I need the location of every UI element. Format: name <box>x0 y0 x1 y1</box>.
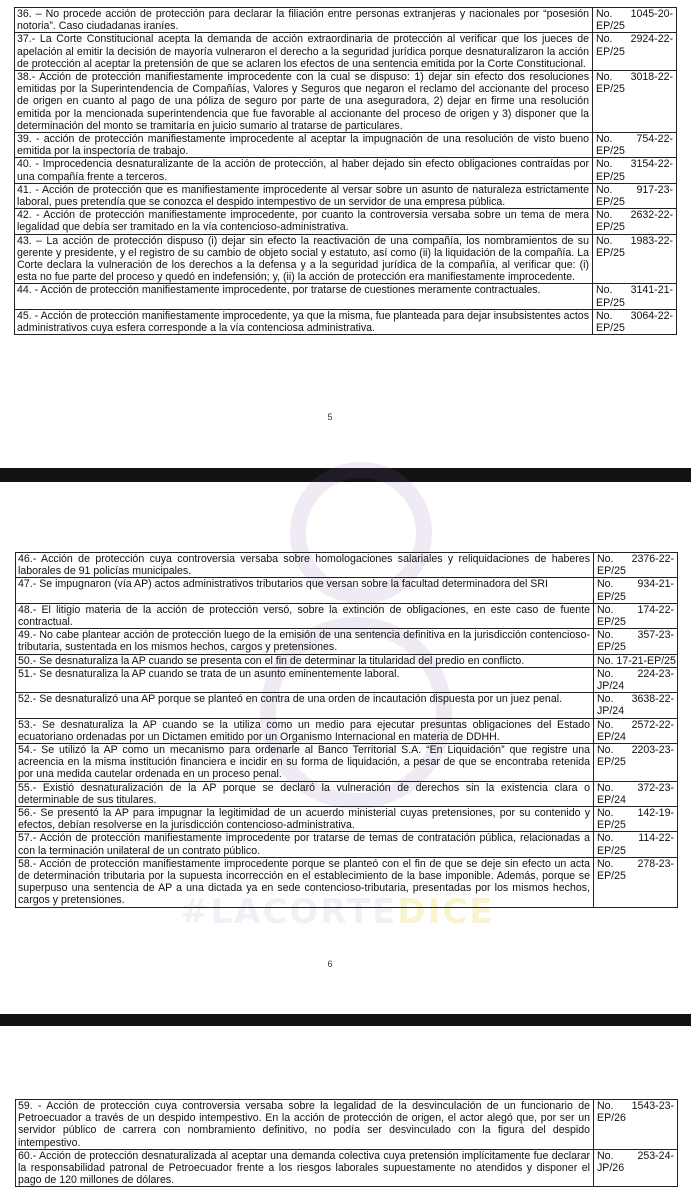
ruling-summary: 45. - Acción de protección manifiestamente improcedente, ya que la misma, fue planteada para dejar insubsistentes actos administrativos cuya esfera corresponde a la vía contenciosa administrativa. <box>15 309 593 334</box>
case-reference-prefix: No. <box>597 781 614 794</box>
case-reference-suffix: EP/25 <box>596 196 625 209</box>
page-separator <box>0 468 691 482</box>
ruling-row <box>15 33 677 71</box>
ruling-row <box>15 209 677 234</box>
case-reference-suffix: JP/24 <box>597 680 625 693</box>
case-reference <box>594 603 678 628</box>
case-reference-prefix: No. <box>597 629 614 642</box>
ruling-summary: 42. - Acción de protección manifiestamente improcedente, por cuanto la controversia versaba sobre un tema de mera legalidad que debía ser tramitado en la vía contencioso-administrativa. <box>15 209 593 234</box>
case-reference-prefix: No. <box>596 133 613 146</box>
case-reference <box>594 578 678 603</box>
ruling-row <box>16 667 678 692</box>
case-reference-prefix: No. <box>596 33 613 46</box>
ruling-row <box>16 807 678 832</box>
case-reference-prefix: No. <box>597 603 614 616</box>
case-reference <box>594 1100 678 1150</box>
ruling-row <box>16 781 678 806</box>
ruling-row <box>16 693 678 718</box>
case-reference-number: 174-22- <box>637 603 674 616</box>
case-reference-number: 3638-22- <box>631 693 674 706</box>
case-reference-prefix: No. <box>596 209 613 222</box>
ruling-row <box>16 744 678 782</box>
case-reference-number: 3141-21- <box>630 284 673 297</box>
case-reference <box>593 71 677 133</box>
case-reference-suffix: EP/25 <box>596 296 625 309</box>
case-reference <box>594 1149 678 1187</box>
case-reference-suffix: EP/25 <box>596 221 625 234</box>
case-reference-prefix: No. <box>597 1149 614 1162</box>
case-reference-suffix: EP/24 <box>597 793 626 806</box>
ruling-row <box>15 234 677 284</box>
case-reference-number: 2572-22- <box>631 718 674 731</box>
watermark-text: #LACORTEDICE <box>180 892 495 932</box>
case-reference <box>594 654 678 667</box>
ruling-summary: 54.- Se utilizó la AP como un mecanismo para ordenarle al Banco Territorial S.A. “En Liquidación” que registre una acreencia en la misma institución financiera e incidir en su forma de liquidación, a pesar de que se encontraba retenida por una medida cautelar ordenada en un proceso penal. <box>16 744 594 782</box>
ruling-row <box>16 553 678 578</box>
ruling-summary: 41. - Acción de protección que es manifiestamente improcedente al versar sobre un asunto de naturaleza estrictamente laboral, pues pretendía que se conozca el despido intempestivo de un servidor de una empresa pública. <box>15 183 593 208</box>
case-reference-suffix: EP/25 <box>597 870 626 883</box>
ruling-summary: 37.- La Corte Constitucional acepta la demanda de acción extraordinaria de protección al verificar que los jueces de apelación al emitir la decisión de mayoría vulneraron el derecho a la seguridad jurídica porque desnaturalizaron la acción de protección al aceptar la pretensión de que se aclaren los efectos de una sentencia emitida por la Corte Constitucional. <box>15 33 593 71</box>
ruling-summary: 39. - acción de protección manifiestamente improcedente al aceptar la impugnación de una resolución de visto bueno emitida por la inspectoría de trabajo. <box>15 133 593 158</box>
ruling-row <box>16 1100 678 1150</box>
case-reference-number: 1045-20- <box>630 8 673 20</box>
case-reference-prefix: No. <box>597 744 614 757</box>
case-reference-prefix: No. <box>597 718 614 731</box>
case-reference <box>594 744 678 782</box>
case-reference-suffix: JP/24 <box>597 705 625 718</box>
case-reference-prefix: No. <box>596 309 613 322</box>
case-reference <box>594 693 678 718</box>
ruling-summary: 52.- Se desnaturalizó una AP porque se planteó en contra de una orden de incautación dispuesta por un juez penal. <box>16 693 594 718</box>
ruling-summary: 55.- Existió desnaturalización de la AP porque se declaró la vulneración de derechos sin la existencia clara o determinable de sus titulares. <box>16 781 594 806</box>
case-reference-prefix: No. <box>597 807 614 820</box>
case-reference-suffix: EP/25 <box>597 616 626 629</box>
case-reference-suffix: EP/25 <box>596 145 625 158</box>
document-page-7 <box>0 1026 691 1200</box>
case-reference-number: 2924-22- <box>630 33 673 46</box>
case-reference-number: 372-23- <box>637 781 674 794</box>
page-number: 6 <box>327 959 333 969</box>
case-reference-prefix: No. <box>597 1100 614 1112</box>
case-reference-suffix: EP/25 <box>596 20 625 33</box>
ruling-summary: 60.- Acción de protección desnaturalizada al aceptar una demanda colectiva cuya pretensión implícitamente fue declarar la responsabilidad patronal de Petroecuador frente a los riesgos laborales supuestamente no atendidos y disponer el pago de 120 millones de dólares. <box>16 1149 594 1187</box>
rulings-table-page-5 <box>14 7 677 335</box>
case-reference-number: 357-23- <box>637 629 674 642</box>
ruling-row <box>16 629 678 654</box>
document-page-5 <box>0 0 691 468</box>
case-reference <box>594 857 678 907</box>
ruling-summary: 47.- Se impugnaron (vía AP) actos administrativos tributarios que versan sobre la facultad determinadora del SRI <box>16 578 594 603</box>
case-reference-number: 114-22- <box>638 832 674 845</box>
rulings-table-page-7 <box>15 1099 678 1187</box>
case-reference <box>593 284 677 309</box>
case-reference-prefix: No. <box>597 667 614 680</box>
case-reference-prefix: No. <box>596 183 613 196</box>
ruling-row <box>15 8 677 33</box>
case-reference <box>594 667 678 692</box>
case-reference-number: 1543-23- <box>631 1100 674 1112</box>
ruling-summary: 49.- No cabe plantear acción de protección luego de la emisión de una sentencia definitiva en la jurisdicción contencioso-tributaria, sustentada en los mismos hechos, cargos y pretensiones. <box>16 629 594 654</box>
ruling-summary: 58.- Acción de protección manifiestamente improcedente porque se planteó con el fin de que se deje sin efecto un acta de determinación tributaria por la supuesta incorrección en el establecimiento de la base imponible. Además, porque se superpuso una sentencia de AP a una dictada ya en sede contencioso-tributaria, presentadas por los mismos hechos, cargos y pretensiones. <box>16 857 594 907</box>
ruling-row <box>16 857 678 907</box>
ruling-summary: 36. – No procede acción de protección para declarar la filiación entre personas extranjeras y nacionales por “posesión notoria”. Caso ciudadanas iraníes. <box>15 8 593 33</box>
case-reference-suffix: EP/25 <box>597 844 626 857</box>
ruling-summary: 38.- Acción de protección manifiestamente improcedente con la cual se dispuso: 1) dejar sin efecto dos resoluciones emitidas por la Superintendencia de Compañías, Valores y Seguros que negaron el reclamo del accionante del proceso de origen en cuanto al pago de una póliza de seguro por parte de una aseguradora, 2) dejar en firme una resolución emitida por la mencionada superintendencia que fue favorable al accionante del proceso de origen y 3) disponer que la determinación del monto se tramitaría en juicio sumario al tratarse de particulares. <box>15 71 593 133</box>
case-reference-suffix: EP/25 <box>596 246 625 259</box>
case-reference <box>594 807 678 832</box>
case-reference-number: 754-22- <box>636 133 673 146</box>
case-reference-number: 2376-22- <box>631 553 674 565</box>
ruling-row <box>16 603 678 628</box>
case-reference <box>594 553 678 578</box>
ruling-row <box>15 71 677 133</box>
case-reference-suffix: EP/25 <box>597 641 626 654</box>
case-reference <box>594 629 678 654</box>
ruling-row <box>16 578 678 603</box>
case-reference-number: 142-19- <box>637 807 674 820</box>
case-reference-prefix: No. <box>597 693 614 706</box>
case-reference-suffix: EP/26 <box>597 1112 626 1125</box>
ruling-summary: 50.- Se desnaturaliza la AP cuando se presenta con el fin de determinar la titularidad del predio en conflicto. <box>16 654 594 667</box>
case-reference-suffix: EP/25 <box>597 565 626 578</box>
case-reference <box>593 8 677 33</box>
ruling-summary: 43. – La acción de protección dispuso (i) dejar sin efecto la reactivación de una compañía, los nombramientos de su gerente y presidente, y el registro de su cambio de objeto social y estatuto, así como (ii) la liquidación de la compañía. La Corte declara la vulneración de los derechos a la defensa y a la seguridad jurídica de la compañía, al verificar que: (i) esta no fue parte del proceso y quedó en indefensión; y, (ii) la acción de protección era manifiestamente improcedente. <box>15 234 593 284</box>
ruling-summary: 53.- Se desnaturaliza la AP cuando se la utiliza como un medio para ejecutar presuntas obligaciones del Estado ecuatoriano ordenadas por un Dictamen emitido por un Organismo Internacional en materia de DDHH. <box>16 718 594 743</box>
case-reference-number: 2203-23- <box>631 744 674 757</box>
case-reference-number: 253-24- <box>637 1149 674 1162</box>
case-reference-number: 2632-22- <box>630 209 673 222</box>
case-reference <box>593 234 677 284</box>
ruling-summary: 51.- Se desnaturaliza la AP cuando se trata de un asunto eminentemente laboral. <box>16 667 594 692</box>
case-reference-suffix: EP/25 <box>597 756 626 769</box>
ruling-row <box>16 1149 678 1187</box>
case-reference-prefix: No. <box>597 578 614 591</box>
ruling-row <box>16 718 678 743</box>
ruling-row <box>15 284 677 309</box>
ruling-summary: 48.- El litigio materia de la acción de protección versó, sobre la extinción de obligaciones, en este caso de fuente contractual. <box>16 603 594 628</box>
case-reference-number: 934-21- <box>637 578 674 591</box>
case-reference-prefix: No. <box>596 71 613 84</box>
case-reference-suffix: EP/25 <box>596 83 625 96</box>
case-reference-prefix: No. <box>596 158 613 171</box>
ruling-summary: 44. - Acción de protección manifiestamente improcedente, por tratarse de cuestiones meramente contractuales. <box>15 284 593 309</box>
case-reference-number: 224-23- <box>637 667 674 680</box>
ruling-row <box>16 654 678 667</box>
ruling-row <box>16 832 678 857</box>
case-reference-suffix: JP/26 <box>597 1162 625 1175</box>
case-reference <box>593 33 677 71</box>
ruling-summary: 56.- Se presentó la AP para impugnar la legitimidad de un acuerdo ministerial cuyas pretensiones, por su contenido y efectos, debían resolverse en la jurisdicción contencioso-administrativa. <box>16 807 594 832</box>
case-reference <box>594 832 678 857</box>
case-reference-number: 3018-22- <box>630 71 673 84</box>
ruling-summary: 46.- Acción de protección cuya controversia versaba sobre homologaciones salariales y reliquidaciones de haberes laborales de 91 policías municipales. <box>16 553 594 578</box>
ruling-row <box>15 309 677 334</box>
case-reference-suffix: EP/25 <box>597 590 626 603</box>
case-reference-prefix: No. <box>596 8 613 20</box>
case-reference-prefix: No. <box>596 284 613 297</box>
case-reference-suffix: EP/25 <box>596 322 625 335</box>
case-reference-prefix: No. <box>597 857 614 870</box>
case-reference <box>594 718 678 743</box>
case-reference <box>593 133 677 158</box>
case-reference-prefix: No. 17-21-EP/25 <box>597 654 676 667</box>
rulings-table-page-6 <box>15 552 678 908</box>
ruling-row <box>15 158 677 183</box>
case-reference-number: 278-23- <box>637 857 674 870</box>
case-reference-prefix: No. <box>597 553 614 565</box>
case-reference-suffix: EP/25 <box>597 819 626 832</box>
case-reference-number: 917-23- <box>636 183 673 196</box>
case-reference <box>594 781 678 806</box>
case-reference-suffix: EP/25 <box>596 170 625 183</box>
case-reference-number: 3064-22- <box>630 309 673 322</box>
case-reference-suffix: EP/25 <box>596 45 625 58</box>
case-reference-suffix: EP/24 <box>597 730 626 743</box>
ruling-row <box>15 183 677 208</box>
page-number: 5 <box>327 412 333 422</box>
ruling-summary: 59. - Acción de protección cuya controversia versaba sobre la legalidad de la desvinculación de un funcionario de Petroecuador a través de un despido intempestivo. En la acción de protección de origen, el actor alegó que, por ser un servidor público de carrera con nombramiento definitivo, no podía ser desvinculado con la figura del despido intempestivo. <box>16 1100 594 1150</box>
case-reference <box>593 183 677 208</box>
case-reference-prefix: No. <box>596 234 613 247</box>
case-reference-number: 3154-22- <box>630 158 673 171</box>
case-reference-prefix: No. <box>597 832 614 845</box>
case-reference <box>593 309 677 334</box>
case-reference-number: 1983-22- <box>630 234 673 247</box>
ruling-row <box>15 133 677 158</box>
case-reference <box>593 209 677 234</box>
document-page-6 <box>0 482 691 1014</box>
page-separator <box>0 1014 691 1026</box>
case-reference <box>593 158 677 183</box>
ruling-summary: 40. - Improcedencia desnaturalizante de la acción de protección, al haber dejado sin efecto obligaciones contraídas por una compañía frente a terceros. <box>15 158 593 183</box>
ruling-summary: 57.- Acción de protección manifiestamente improcedente por tratarse de temas de contratación pública, relacionadas a con la terminación unilateral de un contrato público. <box>16 832 594 857</box>
